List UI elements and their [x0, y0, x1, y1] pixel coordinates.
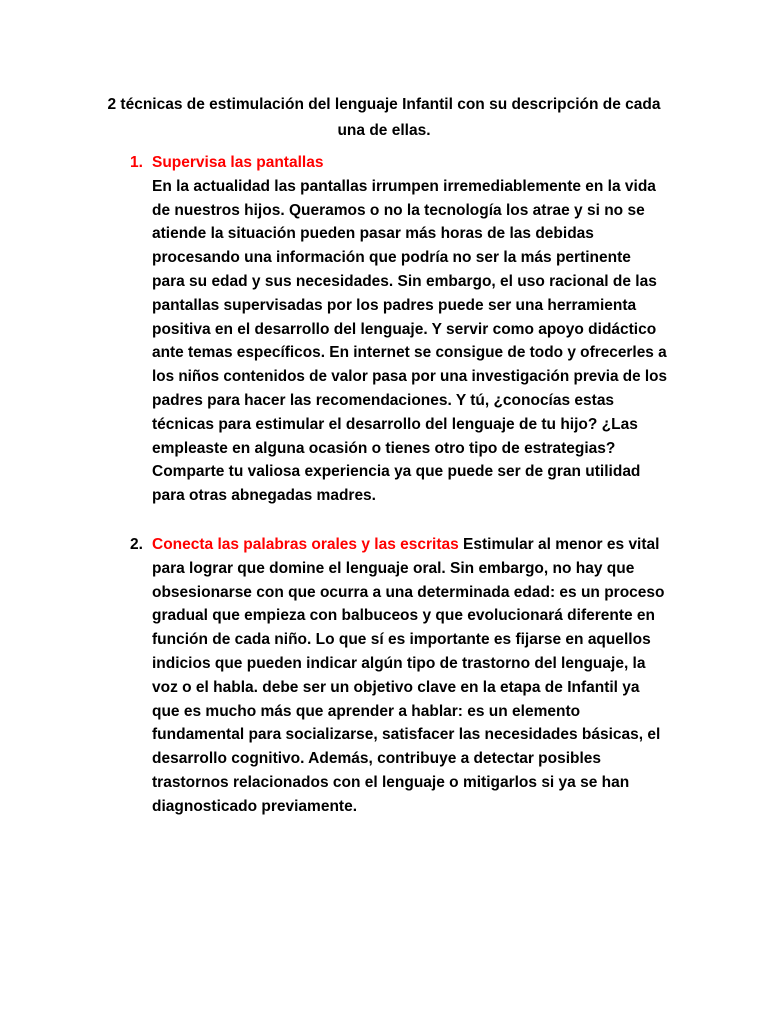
list-item-body: [152, 533, 667, 819]
list-item-number: 1.: [130, 154, 143, 171]
paragraph-line: obsesionarse con que ocurra a una determinada edad: es un proceso: [152, 583, 665, 601]
paragraph-first-line: [152, 533, 667, 557]
paragraph-line: desarrollo cognitivo. Además, contribuye a detectar posibles: [152, 750, 602, 768]
paragraph-line: padres para hacer las recomendaciones. Y tú, ¿conocías estas: [152, 391, 615, 409]
paragraph-line: para lograr que domine el lenguaje oral. Sin embargo, no hay que: [152, 559, 635, 577]
document-title: 2 técnicas de estimulación del lenguaje Infantil con su descripción de cada una de ellas.: [107, 96, 661, 139]
list-item-heading: Conecta las palabras orales y las escritas: [152, 536, 459, 553]
paragraph-line: para otras abnegadas madres.: [152, 487, 376, 505]
paragraph-line: voz o el habla. debe ser un objetivo clave en la etapa de Infantil ya: [152, 678, 640, 696]
list-item-heading: Supervisa las pantallas: [152, 154, 324, 171]
paragraph-line: positiva en el desarrollo del lenguaje. Y servir como apoyo didáctico: [152, 320, 657, 338]
paragraph-line: En la actualidad las pantallas irrumpen irremediablemente en la vida: [152, 177, 656, 195]
paragraph-text: Estimular al menor es vital: [458, 536, 660, 553]
paragraph-line: procesando una información que podría no ser la más pertinente: [152, 249, 631, 267]
paragraph-line: indicios que pueden indicar algún tipo de trastorno del lenguaje, la: [152, 654, 646, 672]
paragraph-line: atiende la situación pueden pasar más horas de las debidas: [152, 225, 594, 243]
list-item-body: [152, 151, 667, 508]
paragraph-line: empleaste en alguna ocasión o tienes otro tipo de estrategias?: [152, 439, 616, 457]
paragraph-line: ante temas específicos. En internet se consigue de todo y ofrecerles a: [152, 344, 667, 362]
paragraph-line: diagnosticado previamente.: [152, 797, 357, 815]
list-item-number: 2.: [130, 536, 143, 553]
paragraph-line: pantallas supervisadas por los padres puede ser una herramienta: [152, 296, 637, 314]
paragraph-line: trastornos relacionados con el lenguaje o mitigarlos si ya se han: [152, 773, 630, 791]
paragraph-line: para su edad y sus necesidades. Sin embargo, el uso racional de las: [152, 272, 657, 290]
paragraph-line: de nuestros hijos. Queramos o no la tecnología los atrae y si no se: [152, 201, 645, 219]
paragraph-line: Comparte tu valiosa experiencia ya que puede ser de gran utilidad: [152, 463, 641, 481]
paragraph-line: técnicas para estimular el desarrollo del lenguaje de tu hijo? ¿Las: [152, 415, 638, 433]
paragraph-line: que es mucho más que aprender a hablar: es un elemento: [152, 702, 581, 720]
paragraph-line: fundamental para socializarse, satisfacer las necesidades básicas, el: [152, 726, 661, 744]
paragraph-line: gradual que empieza con balbuceos y que evolucionará diferente en: [152, 607, 656, 625]
paragraph-line: función de cada niño. Lo que sí es importante es fijarse en aquellos: [152, 631, 651, 649]
paragraph-line: los niños contenidos de valor pasa por una investigación previa de los: [152, 368, 667, 386]
